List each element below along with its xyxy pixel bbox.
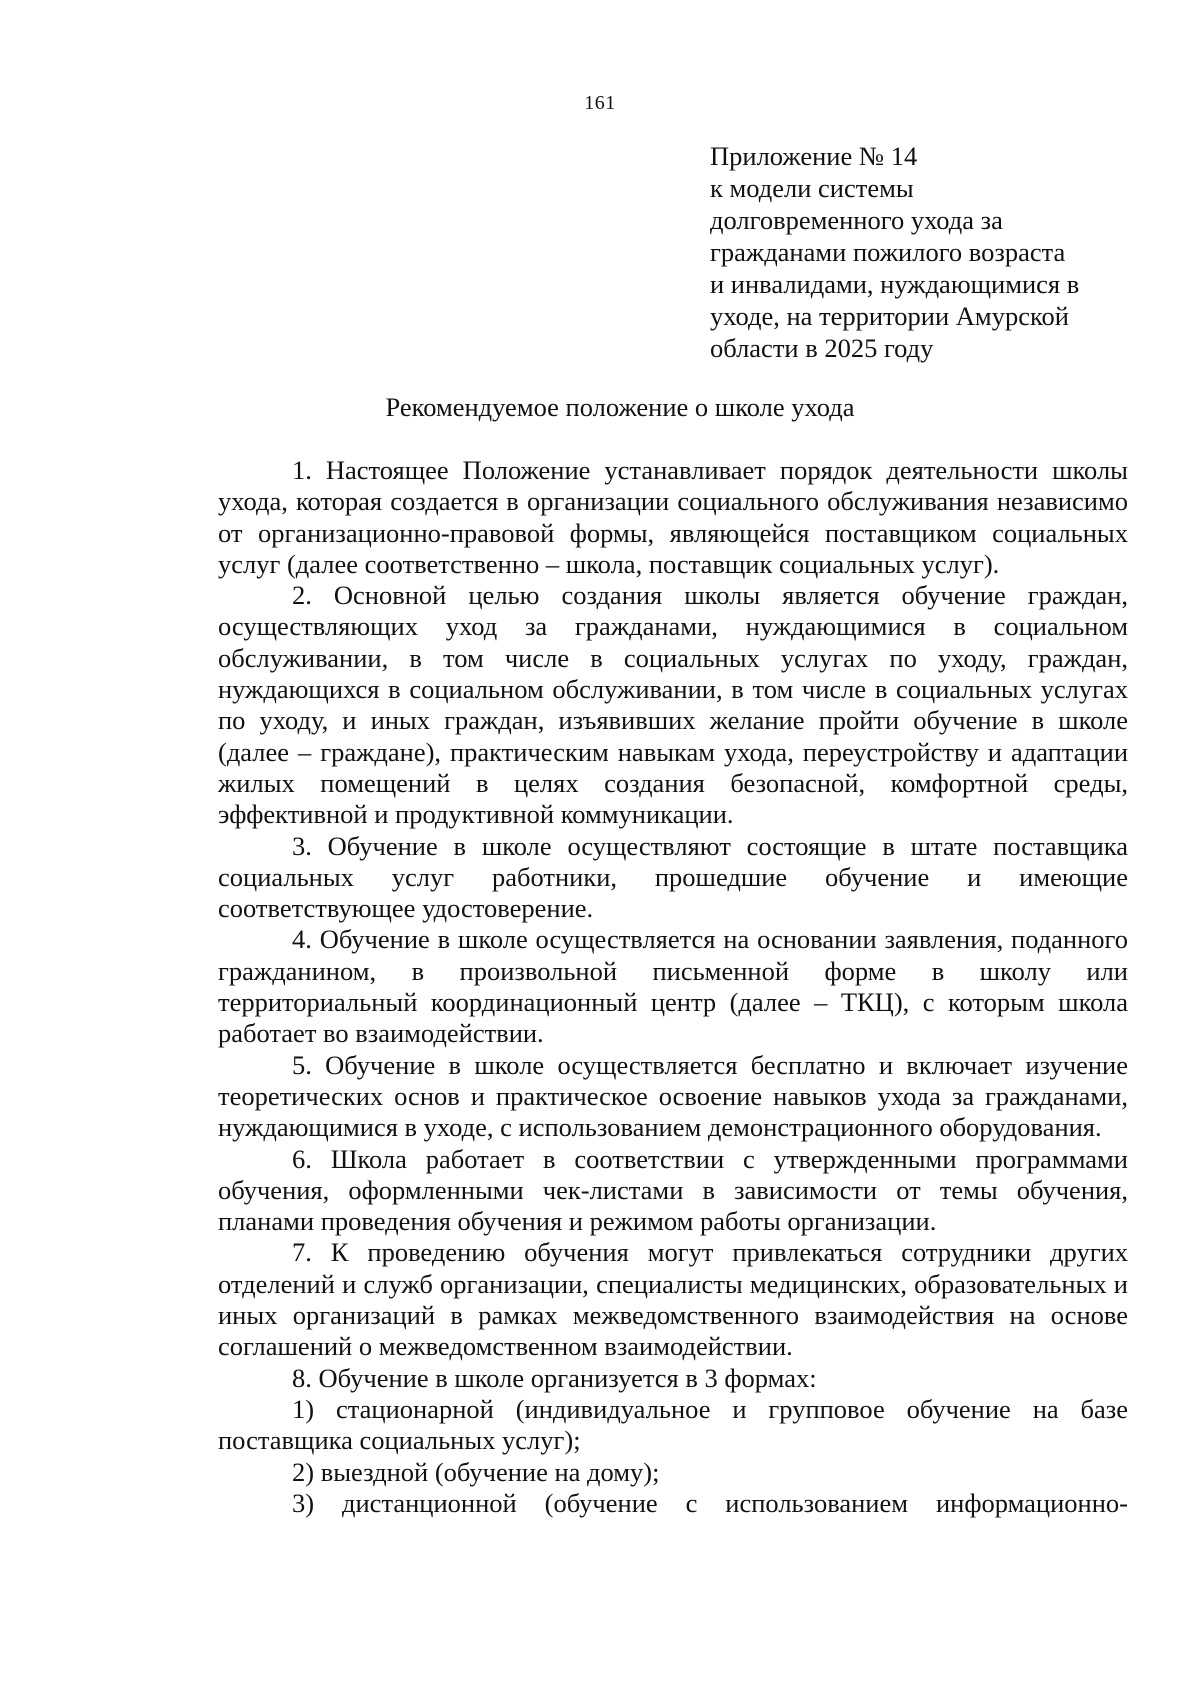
paragraph-5: 5. Обучение в школе осуществляется бесплатно и включает изучение теоретических основ и практическое освоение навыков ухода за гражданами, нуждающимися в уходе, с использованием демонстрационного оборудования.: [218, 1049, 1128, 1143]
appendix-line: Приложение № 14: [710, 141, 918, 171]
appendix-line: области в 2025 году: [710, 333, 934, 363]
document-body: [218, 455, 1128, 1519]
appendix-line: уходе, на территории Амурской: [710, 301, 1069, 331]
appendix-line: к модели системы: [710, 173, 914, 203]
paragraph-3: 3. Обучение в школе осуществляют состоящие в штате поставщика социальных услуг работники, прошедшие обучение и имеющие соответствующее удостоверение.: [218, 830, 1128, 924]
appendix-header: [710, 140, 1130, 364]
appendix-line: долговременного ухода за: [710, 205, 1003, 235]
appendix-line: и инвалидами, нуждающимися в: [710, 269, 1080, 299]
paragraph-8: 8. Обучение в школе организуется в 3 формах:: [292, 1362, 817, 1393]
list-item-3: 3) дистанционной (обучение с использованием информационно-: [292, 1487, 1128, 1518]
list-item-1: 1) стационарной (индивидуальное и групповое обучение на базе поставщика социальных услуг);: [218, 1393, 1128, 1456]
paragraph-4: 4. Обучение в школе осуществляется на основании заявления, поданного гражданином, в произвольной письменной форме в школу или территориальный координационный центр (далее – ТКЦ), с которым школа работает во взаимодействии.: [218, 924, 1128, 1049]
document-title: Рекомендуемое положение о школе ухода: [385, 392, 855, 422]
list-item-2: 2) выездной (обучение на дому);: [292, 1456, 660, 1487]
paragraph-7: 7. К проведению обучения могут привлекаться сотрудники других отделений и служб организации, специалисты медицинских, образовательных и иных организаций в рамках межведомственного взаимодействия на основе соглашений о межведомственном взаимодействии.: [218, 1237, 1128, 1362]
paragraph-2: 2. Основной целью создания школы является обучение граждан, осуществляющих уход за гражданами, нуждающимися в социальном обслуживании, в том числе в социальных услугах по уходу, граждан, нуждающихся в социальном обслуживании, в том числе в социальных услугах по уходу, и иных граждан, изъявивших желание пройти обучение в школе (далее – граждане), практическим навыкам ухода, переустройству и адаптации жилых помещений в целях создания безопасной, комфортной среды, эффективной и продуктивной коммуникации.: [218, 580, 1128, 830]
paragraph-6: 6. Школа работает в соответствии с утвержденными программами обучения, оформленными чек-листами в зависимости от темы обучения, планами проведения обучения и режимом работы организации.: [218, 1143, 1128, 1237]
appendix-line: гражданами пожилого возраста: [710, 237, 1066, 267]
page-number: 161: [584, 92, 616, 114]
paragraph-1: 1. Настоящее Положение устанавливает порядок деятельности школы ухода, которая создается в организации социального обслуживания независимо от организационно-правовой формы, являющейся поставщиком социальных услуг (далее соответственно – школа, поставщик социальных услуг).: [218, 455, 1128, 579]
